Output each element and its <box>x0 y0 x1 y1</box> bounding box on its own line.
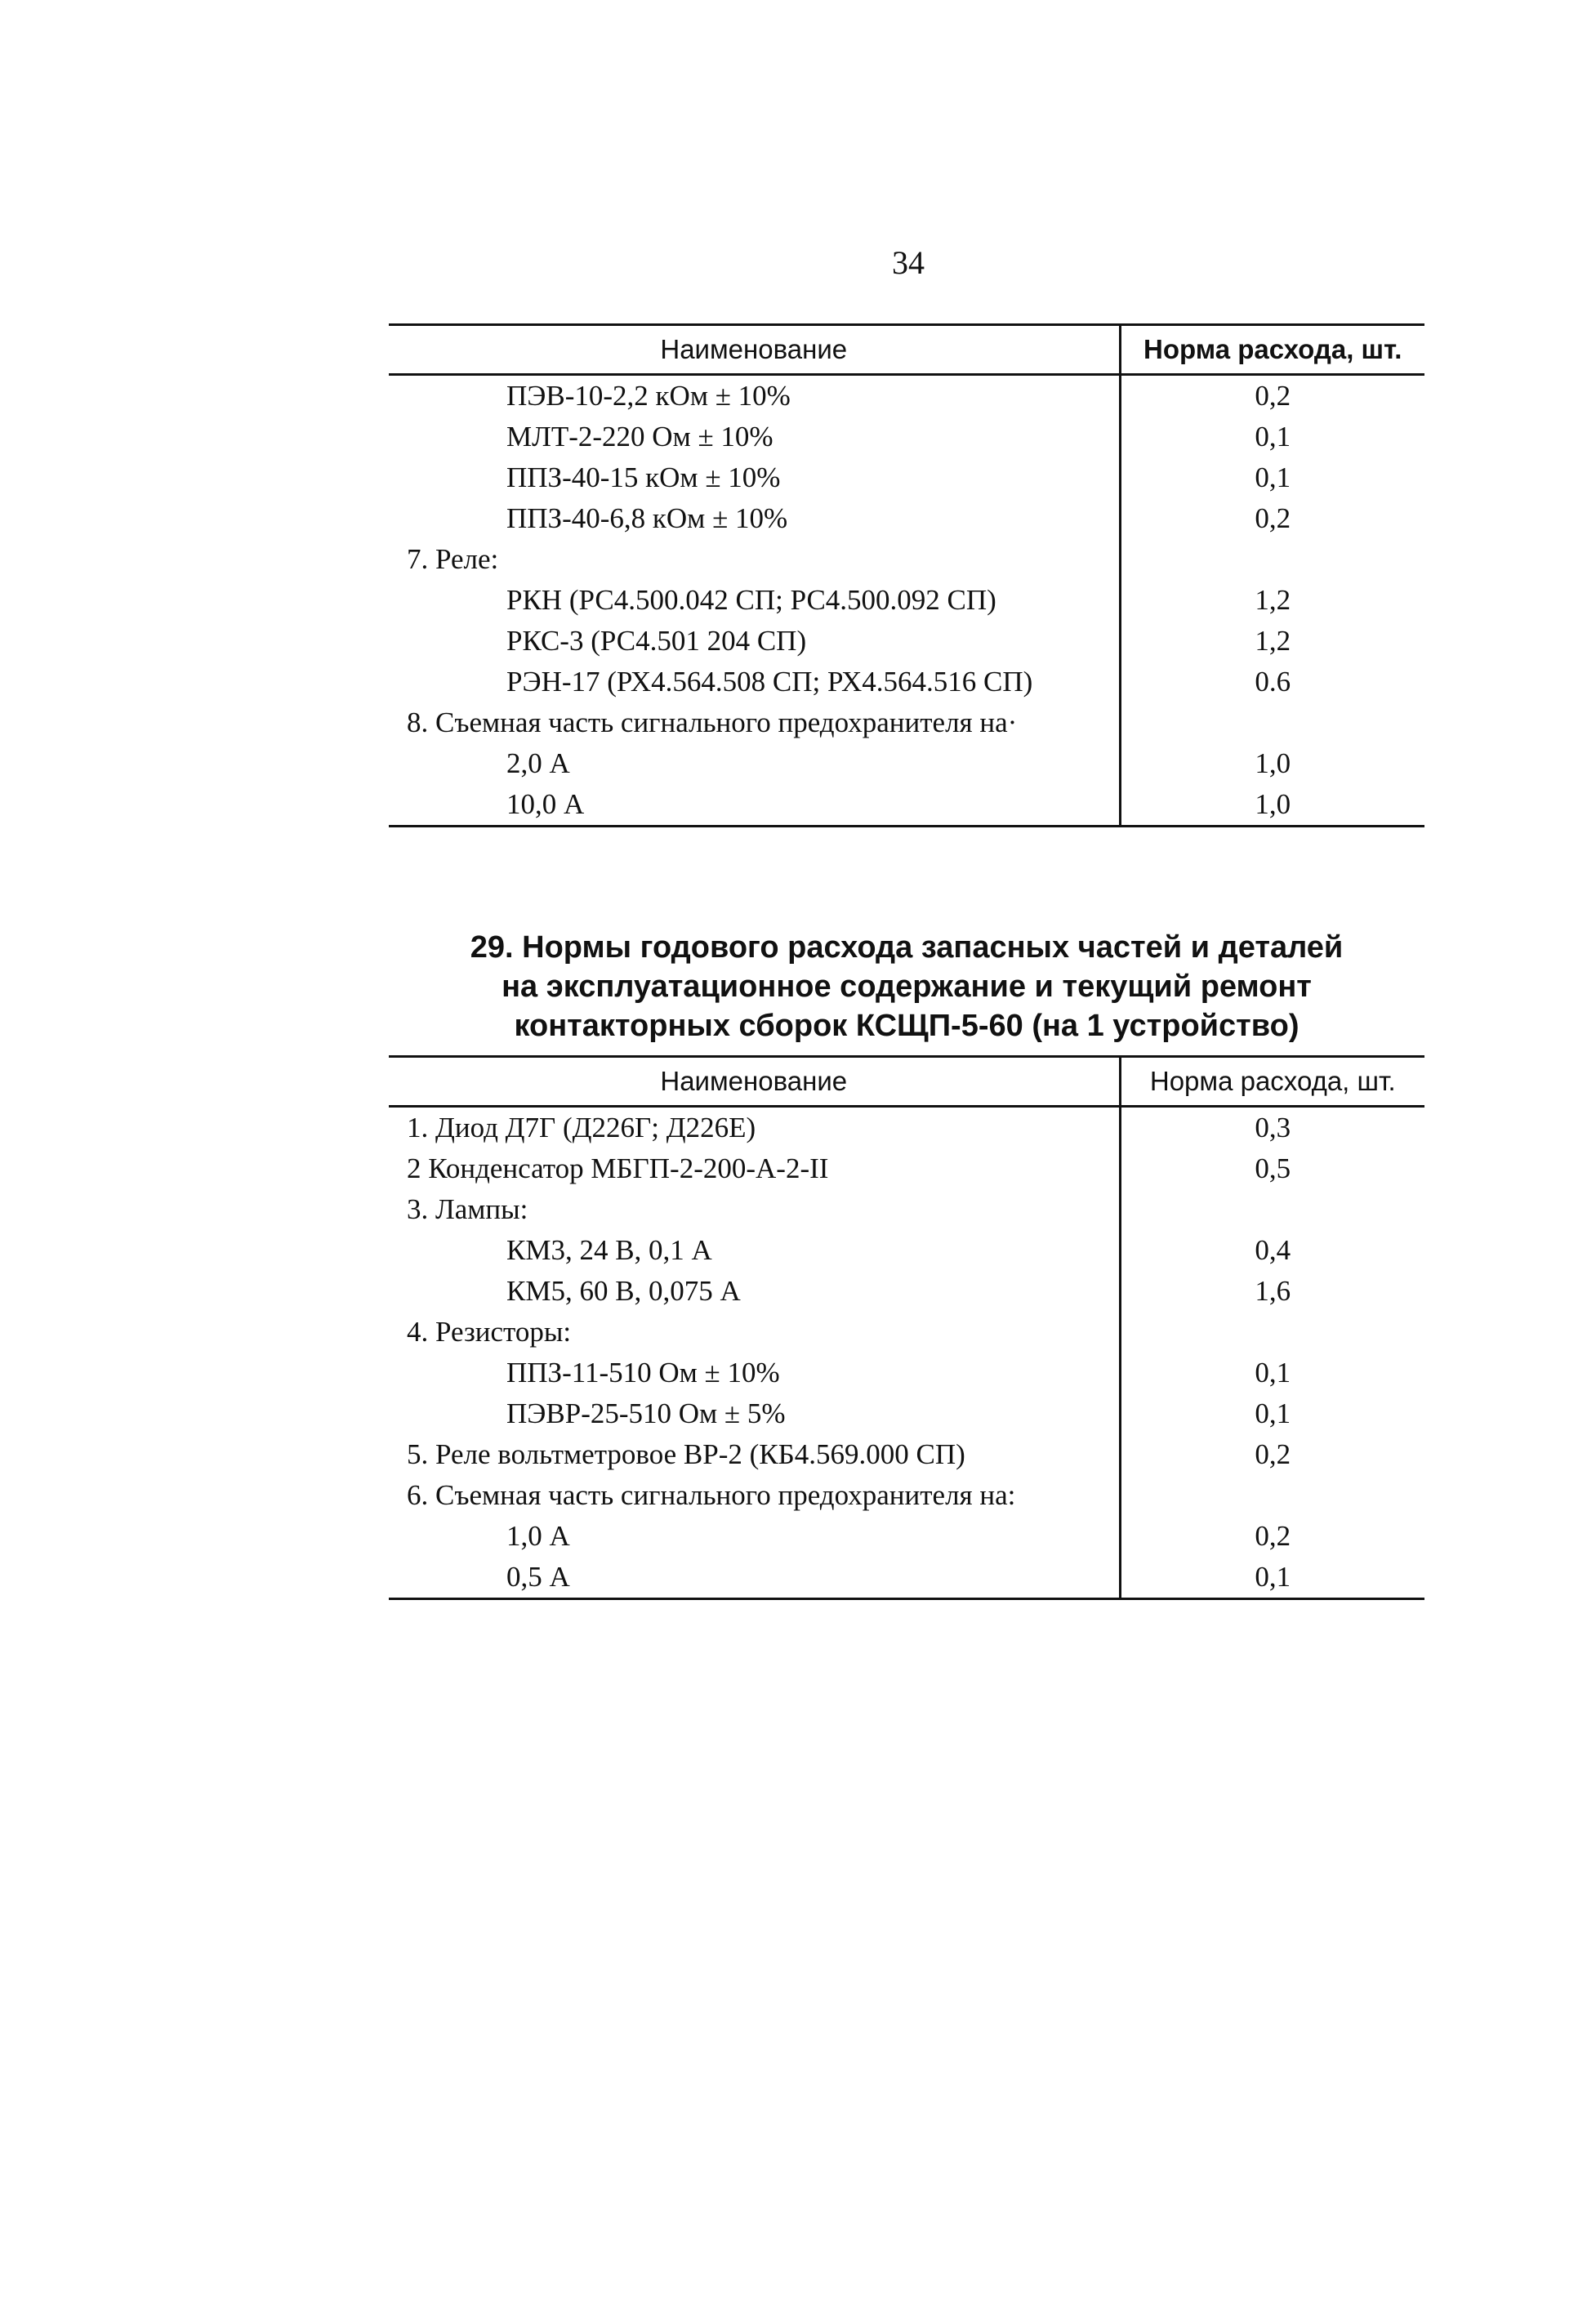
row-norm-cell: 0,1 <box>1120 1353 1424 1393</box>
row-norm-cell: 0,4 <box>1120 1230 1424 1271</box>
row-name-cell: ПЭВР-25-510 Ом ± 5% <box>506 1397 786 1429</box>
section-title-line: 29. Нормы годового расхода запасных частей и деталей <box>470 930 1344 965</box>
table-row <box>389 702 1424 743</box>
column-header-norm: Норма расхода, шт. <box>1120 325 1424 375</box>
row-norm-cell <box>1120 1189 1424 1230</box>
row-name-cell: 7. Реле: <box>407 543 499 575</box>
row-norm-cell: 1,0 <box>1120 743 1424 784</box>
table-row <box>389 457 1424 498</box>
table-row <box>389 1516 1424 1557</box>
table-row <box>389 784 1424 827</box>
table-row <box>389 662 1424 702</box>
row-norm-cell: 0,2 <box>1120 1434 1424 1475</box>
column-header-norm: Норма расхода, шт. <box>1120 1057 1424 1107</box>
row-name-cell: 6. Съемная часть сигнального предохранителя на: <box>407 1479 1016 1511</box>
table-row <box>389 498 1424 539</box>
row-norm-cell: 1,2 <box>1120 580 1424 621</box>
column-header-name: Наименование <box>389 325 1120 375</box>
row-norm-cell: 1,2 <box>1120 621 1424 662</box>
row-norm-cell: 0.6 <box>1120 662 1424 702</box>
row-name-cell: ППЗ-40-15 кОм ± 10% <box>506 461 781 493</box>
row-name-cell: РКС-3 (РС4.501 204 СП) <box>506 625 807 657</box>
row-name-cell: 1,0 А <box>506 1520 570 1552</box>
table-row <box>389 743 1424 784</box>
table-row <box>389 1312 1424 1353</box>
row-name-cell: 8. Съемная часть сигнального предохранителя на· <box>407 706 1018 738</box>
table-row <box>389 1434 1424 1475</box>
norms-table-continued <box>389 323 1424 827</box>
row-name-cell: 4. Резисторы: <box>407 1316 572 1348</box>
section-title-line: на эксплуатационное содержание и текущий ремонт <box>502 969 1312 1004</box>
table-row <box>389 1148 1424 1189</box>
row-norm-cell: 0,2 <box>1120 498 1424 539</box>
section-title <box>351 928 1462 1045</box>
row-norm-cell: 0,1 <box>1120 417 1424 457</box>
table-row <box>389 417 1424 457</box>
table-row <box>389 621 1424 662</box>
row-name-cell: 10,0 А <box>389 784 1120 827</box>
row-name-cell: 5. Реле вольтметровое ВР-2 (КБ4.569.000 СП) <box>407 1438 965 1470</box>
row-norm-cell <box>1120 1475 1424 1516</box>
row-name-cell: КМ3, 24 В, 0,1 А <box>506 1234 712 1266</box>
row-norm-cell: 1,6 <box>1120 1271 1424 1312</box>
table-row <box>389 1353 1424 1393</box>
row-name-cell: 3. Лампы: <box>407 1193 528 1225</box>
table-row <box>389 580 1424 621</box>
row-norm-cell: 0,2 <box>1120 1516 1424 1557</box>
row-name-cell: 2,0 А <box>506 747 570 779</box>
row-norm-cell: 0,2 <box>1120 375 1424 417</box>
table-row <box>389 1393 1424 1434</box>
row-name-cell: ПЭВ-10-2,2 кОм ± 10% <box>506 380 791 412</box>
row-norm-cell: 0,1 <box>1120 1557 1424 1599</box>
norms-table-ksshp <box>389 1055 1424 1600</box>
row-name-cell: ППЗ-11-510 Ом ± 10% <box>506 1357 780 1388</box>
row-name-cell: РЭН-17 (РХ4.564.508 СП; РХ4.564.516 СП) <box>506 666 1033 698</box>
table-row <box>389 1557 1424 1599</box>
row-norm-cell: 0,1 <box>1120 457 1424 498</box>
row-norm-cell: 0,1 <box>1120 1393 1424 1434</box>
page-number: 34 <box>892 244 925 281</box>
row-name-cell: КМ5, 60 В, 0,075 А <box>506 1275 741 1307</box>
section-title-line: контакторных сборок КСЩП-5-60 (на 1 устройство) <box>514 1009 1300 1043</box>
table-row <box>389 375 1424 417</box>
row-name-cell: 1. Диод Д7Г (Д226Г; Д226Е) <box>407 1112 756 1143</box>
row-norm-cell <box>1120 539 1424 580</box>
table-row <box>389 1107 1424 1149</box>
row-name-cell: 2 Конденсатор МБГП-2-200-А-2-II <box>407 1152 829 1184</box>
column-header-name: Наименование <box>389 1057 1120 1107</box>
table-row <box>389 1189 1424 1230</box>
row-name-cell: 0,5 А <box>389 1557 1120 1599</box>
row-name-cell: РКН (РС4.500.042 СП; РС4.500.092 СП) <box>506 584 996 616</box>
row-name-cell: ППЗ-40-6,8 кОм ± 10% <box>506 502 788 534</box>
row-norm-cell: 0,5 <box>1120 1148 1424 1189</box>
table-header-row <box>389 1057 1424 1107</box>
row-norm-cell: 0,3 <box>1120 1107 1424 1149</box>
row-name-cell: МЛТ-2-220 Ом ± 10% <box>506 421 773 452</box>
table-row <box>389 1230 1424 1271</box>
row-norm-cell <box>1120 702 1424 743</box>
table-row <box>389 1271 1424 1312</box>
table-header-row <box>389 325 1424 375</box>
table-row <box>389 1475 1424 1516</box>
row-norm-cell: 1,0 <box>1120 784 1424 827</box>
table-row <box>389 539 1424 580</box>
row-norm-cell <box>1120 1312 1424 1353</box>
